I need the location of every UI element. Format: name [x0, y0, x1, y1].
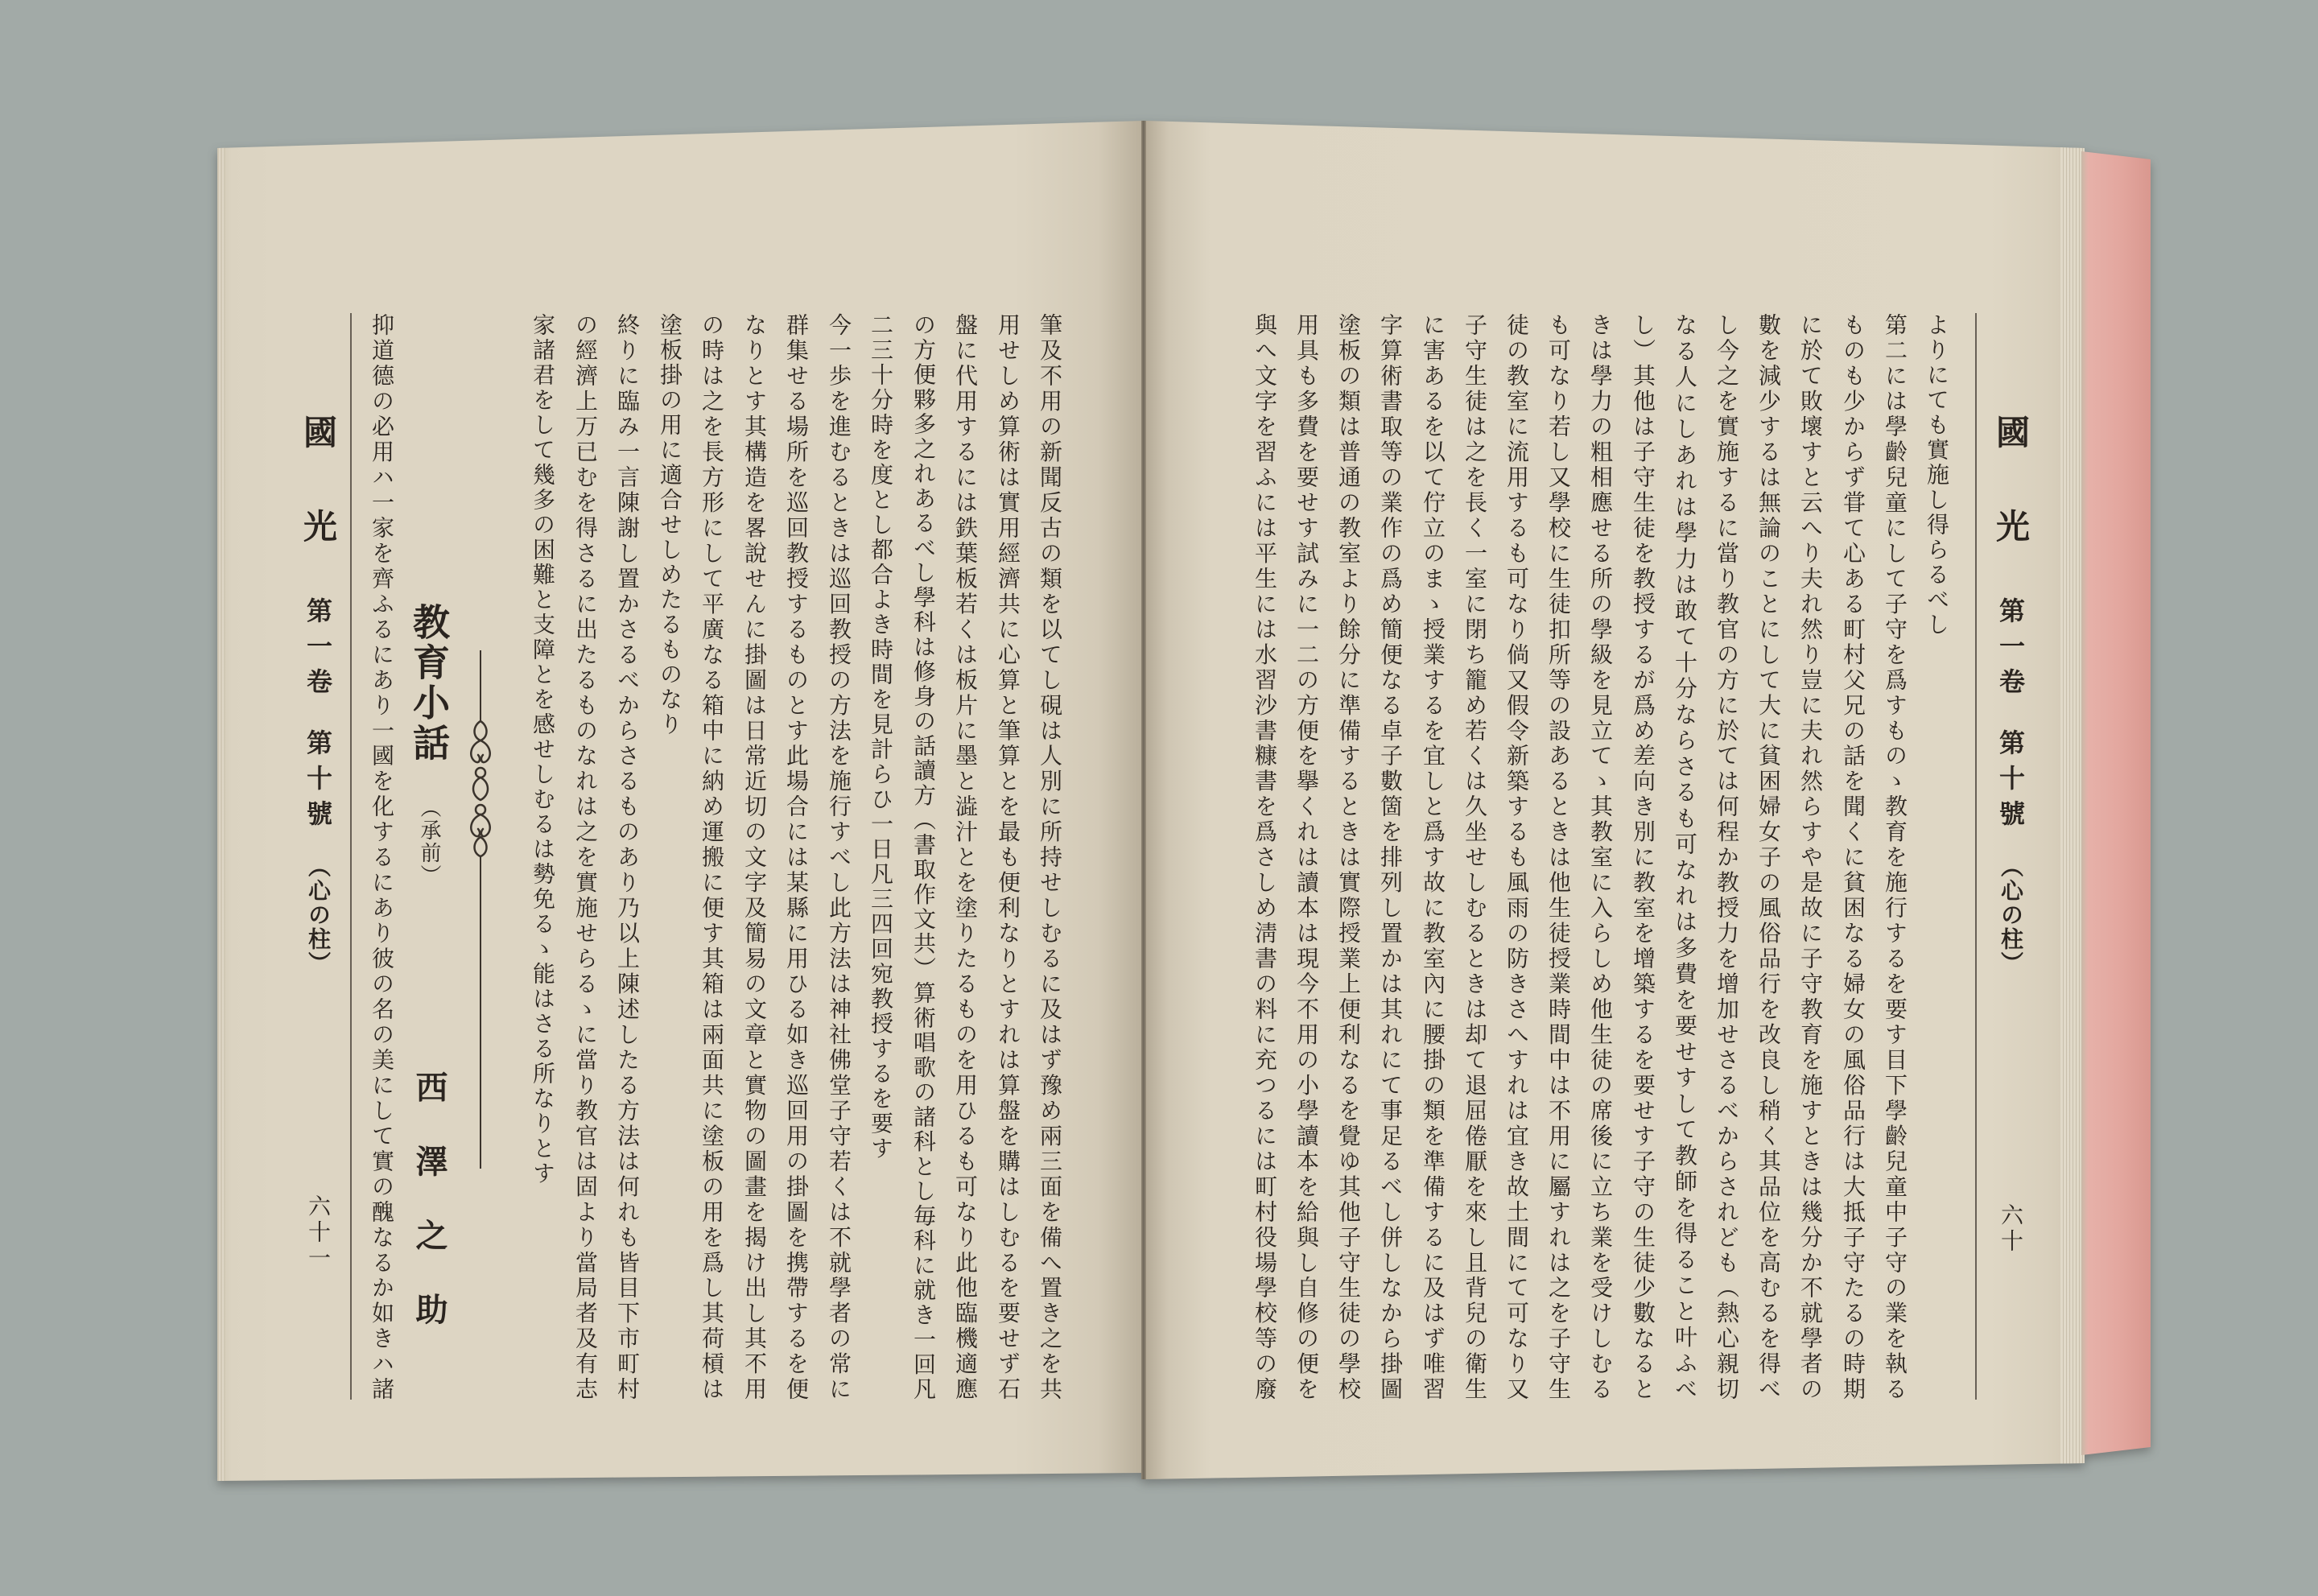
- text-column: 群集せる場所を巡回教授するものとす此場合には某縣に用ひる如き巡回用の掛圖を携帶するを便: [783, 313, 810, 1400]
- left-header-title-1: 國: [299, 414, 338, 448]
- article-title: 教育小話: [407, 603, 451, 764]
- left-header-title-2: 光: [299, 509, 338, 542]
- text-column: よりにても實施し得らるべし: [1924, 313, 1950, 637]
- text-column: に害あるを以て佇立のまゝ授業するを宜しと爲す故に教室內に腰掛の類を準備するに及はず唯習: [1420, 313, 1446, 1400]
- text-column: 家諸君をして幾多の困難と支障とを感せしむるは勢免るゝ能はさる所なりとす: [530, 313, 556, 1186]
- right-header-title-1: 國: [1991, 414, 2031, 448]
- right-header-volume: 第一卷: [1995, 597, 2026, 703]
- text-column: 盤に代用するには鉄葉板若くは板片に墨と澁汁とを塗りたるものを用ひるも可なり此他臨機適應: [952, 313, 979, 1400]
- ornament-flourish: [471, 721, 489, 856]
- text-column: し今之を實施するに當り教官の方に於ては何程か教授力を增加せさるべからされども（熱心親切: [1714, 313, 1740, 1400]
- text-column: し）其他は子守生徒を教授するが爲め差向き別に教室を增築するを要せす子守の生徒少數なると: [1630, 313, 1656, 1400]
- left-header-issue: 第十號: [303, 729, 333, 835]
- right-header-issue: 第十號: [1995, 729, 2026, 835]
- text-column: 用具も多費を要せす試みに一二の方便を擧くれは讀本は現今不用の小學讀本を給與し自修の便を: [1293, 313, 1320, 1400]
- left-header-rule: [350, 313, 352, 1400]
- left-page-edge: [217, 121, 225, 1481]
- left-header-section: （心の柱）: [305, 855, 332, 975]
- text-column: 字算術書取等の業作の爲め簡便なる卓子數箇を排列し置かは其れにて事足るべし併しなから掛圖: [1377, 313, 1404, 1400]
- text-column: 塗板掛の用に適合せしめたるものなり: [657, 313, 683, 737]
- text-column: なる人にしあれは學力は敢て十分ならさるも可なれは多費を要せすして教師を得ること叶ふべ: [1672, 313, 1698, 1400]
- text-column: 子守生徒は之を長く一室に閉ち籠め若くは久坐せしむるときは却て退屈倦厭を來し且背兒の衛生: [1462, 313, 1488, 1400]
- right-header-title-2: 光: [1991, 509, 2031, 542]
- text-column: 終りに臨み一言陳謝し置かさるべからさるものあり乃以上陳述したる方法は何れも皆目下市町村: [614, 313, 641, 1400]
- text-column: 數を減少するは無論のことにして大に貧困婦女子の風俗品行を改良し稍く其品位を高むるを得べ: [1755, 313, 1782, 1400]
- text-column: の方便夥多之れあるべし學科は修身の話讀方（書取作文共）算術唱歌の諸科とし毎科に就き一回凡: [910, 313, 937, 1400]
- text-column: も可なり若し又學校に生徒扣所等の設あるときは他生徒授業時間中は不用に屬すれは之を子守生: [1545, 313, 1572, 1400]
- right-page-number: 六十: [1998, 1203, 2024, 1255]
- text-column: に於て敗壞すと云へり夫れ然り豈に夫れ然らすや是故に子守教育を施すときは幾分か不就學者の: [1797, 313, 1824, 1400]
- article-continued-note: （承前）: [417, 797, 441, 887]
- right-header-rule: [1975, 313, 1977, 1400]
- left-page-number: 六十一: [305, 1194, 332, 1272]
- pink-cover-flap: [2081, 151, 2151, 1455]
- right-header-section: （心の柱）: [1998, 855, 2024, 975]
- text-column: 今一歩を進むるときは巡回教授の方法を施行すべし此方法は神社佛堂子守若くは不就學者の常に: [826, 313, 852, 1400]
- text-column: 二三十分時を度とし都合よき時間を見計らひ一日凡三四回宛教授するを要す: [868, 313, 894, 1161]
- text-column: 筆及不用の新聞反古の類を以てし硯は人別に所持せしむるに及はず豫め兩三面を備へ置き之を共: [1037, 313, 1063, 1400]
- right-page-edge: [2060, 121, 2085, 1481]
- book-gutter: [1141, 121, 1146, 1479]
- text-column: 塗板の類は普通の教室より餘分に準備するときは實際授業上便利なるを覺ゆ其他子守生徒の學校: [1335, 313, 1362, 1400]
- article-author: 西澤之助: [410, 1070, 448, 1367]
- text-column: の時は之を長方形にして平廣なる箱中に納め運搬に便す其箱は兩面共に塗板の用を爲し其荷槓は: [699, 313, 725, 1400]
- text-column: 與へ文字を習ふには平生には水習沙書糠書を爲さしめ淸書の料に充つるには町村役場學校等の廢: [1252, 313, 1278, 1400]
- article-first-column: 抑道德の必用ハ一家を齊ふるにあり一國を化するにあり彼の名の美にして實の醜なるか如きハ諸: [369, 313, 395, 1400]
- text-column: 第二には學齡兒童にして子守を爲すものゝ教育を施行するを要す目下學齡兒童中子守の業を執る: [1882, 313, 1908, 1400]
- text-column: 用せしめ算術は實用經濟共に心算と筆算とを最も便利なりとすれは算盤を購はしむるを要せず石: [995, 313, 1021, 1400]
- left-header-volume: 第一卷: [303, 597, 333, 703]
- text-column: ものも少からず甞て心ある町村父兄の話を聞くに貧困なる婦女の風俗品行は大抵子守たるの時期: [1840, 313, 1866, 1400]
- text-column: 徒の教室に流用するも可なり倘又假令新築するも風雨の防きさへすれは宜き故土間にて可なり又: [1503, 313, 1530, 1400]
- text-column: きは學力の粗相應せる所の學級を見立てゝ其教室に入らしめ他生徒の席後に立ち業を受けしむる: [1587, 313, 1614, 1400]
- text-column: なりとす其構造を畧說せんに掛圖は日常近切の文字及簡易の文章と實物の圖畫を揭け出し其不用: [741, 313, 768, 1400]
- text-column: の經濟上万已むを得さるに出たるものなれは之を實施せらるゝに當り教官は固より當局者及有志: [572, 313, 599, 1400]
- ornament-divider: [467, 644, 494, 1175]
